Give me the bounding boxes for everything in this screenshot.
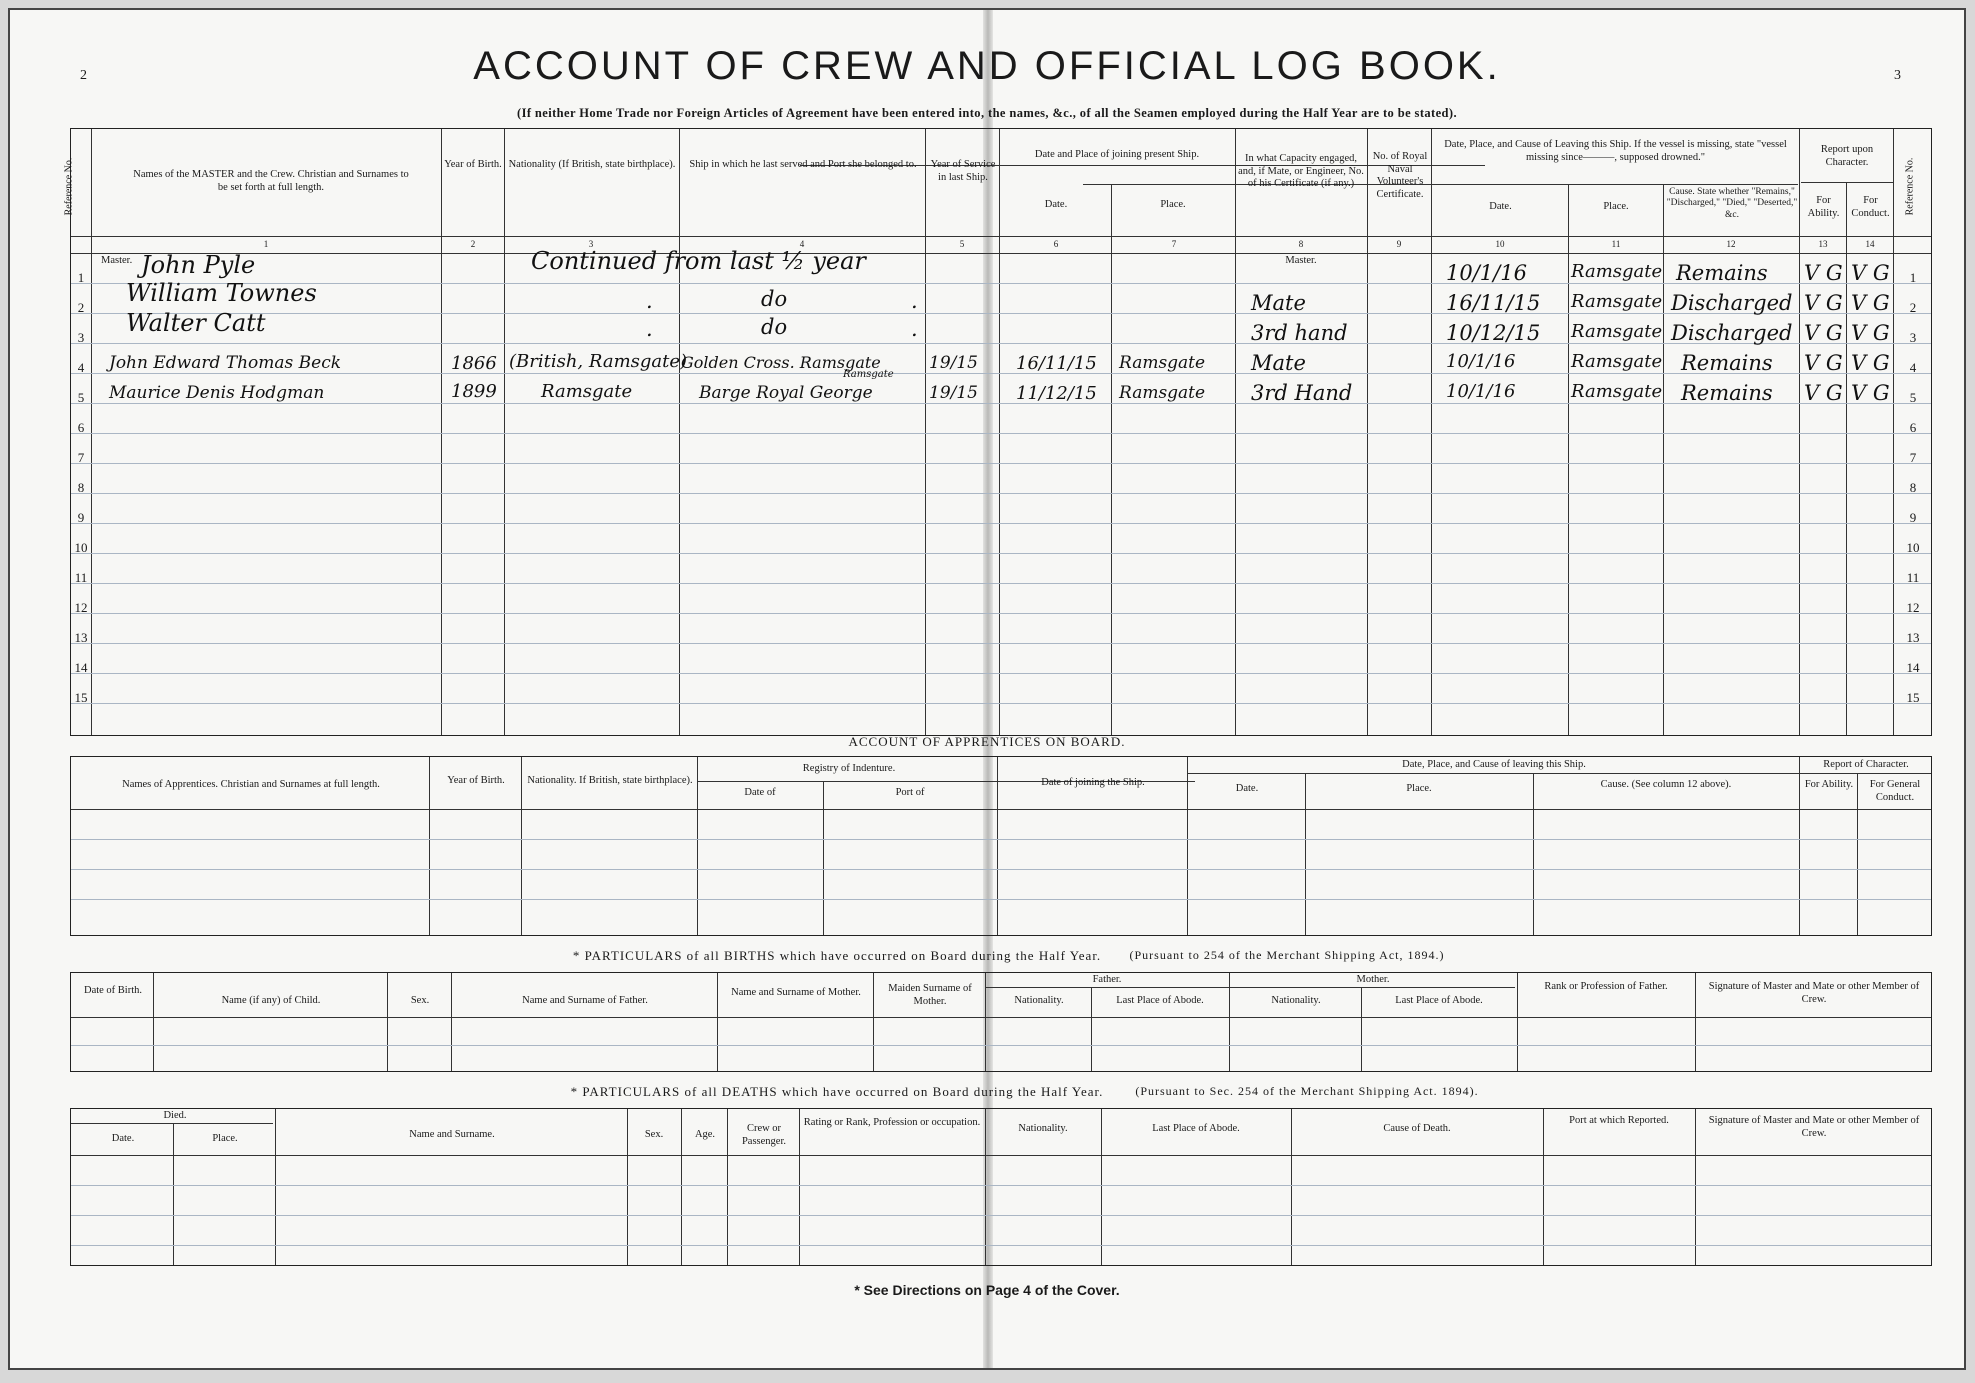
ref-no-header-left: Reference No. bbox=[63, 157, 75, 216]
joining-header: Date and Place of joining present Ship. bbox=[1034, 149, 1200, 160]
crew-table bbox=[63, 128, 1932, 736]
row-number: 7 bbox=[77, 450, 85, 465]
leave-cause: Discharged bbox=[1671, 291, 1793, 315]
capacity: 3rd Hand bbox=[1251, 381, 1353, 405]
page-subtitle: (If neither Home Trade nor Foreign Articles of Agreement have been entered into, the names, &c., of all the Seamen employed during the Half Year are to be stated). bbox=[517, 106, 1457, 120]
row-number: 6 bbox=[77, 420, 85, 435]
leave-cause: Discharged bbox=[1671, 321, 1793, 345]
conduct-rating: V G bbox=[1851, 351, 1890, 375]
conduct-rating: V G bbox=[1851, 291, 1890, 315]
master-label: Master. bbox=[101, 255, 133, 266]
father-nationality-header: Nationality. bbox=[1014, 995, 1064, 1006]
died-header: Died. bbox=[163, 1110, 187, 1121]
ability-rating: V G bbox=[1804, 261, 1843, 285]
footer-note: * See Directions on Page 4 of the Cover. bbox=[854, 1282, 1120, 1298]
leave-date: 10/1/16 bbox=[1446, 381, 1516, 402]
ability-rating: V G bbox=[1804, 351, 1843, 375]
apprentice-place-header: Place. bbox=[1406, 783, 1432, 794]
crew-name: William Townes bbox=[126, 279, 317, 307]
leave-date: 16/11/15 bbox=[1446, 291, 1541, 315]
last-ship: Barge Royal George bbox=[699, 383, 873, 403]
capacity: Mate bbox=[1251, 351, 1306, 375]
join-place-header: Place. bbox=[1160, 199, 1186, 210]
death-cause-header: Cause of Death. bbox=[1383, 1123, 1451, 1134]
col-num: 11 bbox=[1611, 239, 1621, 249]
row-number: 5 bbox=[77, 390, 85, 405]
father-group-header: Father. bbox=[1092, 974, 1122, 985]
row-number: 9 bbox=[77, 510, 85, 525]
registry-port-header: Port of bbox=[895, 787, 925, 798]
last-ship: Golden Cross. Ramsgate bbox=[681, 353, 881, 372]
maiden-name-header: Maiden Surname of Mother. bbox=[888, 983, 972, 1007]
leave-place: Ramsgate bbox=[1571, 291, 1663, 312]
apprentice-year-header: Year of Birth. bbox=[447, 775, 505, 786]
capacity-master-label: Master. bbox=[1285, 255, 1317, 266]
crew-name: Maurice Denis Hodgman bbox=[109, 383, 325, 403]
mother-nationality-header: Nationality. bbox=[1271, 995, 1321, 1006]
births-pursuant: (Pursuant to 254 of the Merchant Shipping Act, 1894.) bbox=[1129, 948, 1445, 962]
ability-rating: V G bbox=[1804, 381, 1843, 405]
death-place-header: Place. bbox=[212, 1133, 238, 1144]
ability-rating: V G bbox=[1804, 321, 1843, 345]
apprentice-date-header: Date. bbox=[1235, 783, 1259, 794]
apprentice-ability-header: For Ability. bbox=[1804, 779, 1854, 790]
father-abode-header: Last Place of Abode. bbox=[1116, 995, 1204, 1006]
leave-cause: Remains bbox=[1681, 381, 1773, 405]
death-nationality-header: Nationality. bbox=[1018, 1123, 1068, 1134]
leave-date: 10/1/16 bbox=[1446, 351, 1516, 372]
ditto-mark: . bbox=[911, 289, 918, 313]
join-date-header: Date. bbox=[1044, 199, 1068, 210]
page-title: ACCOUNT OF CREW AND OFFICIAL LOG BOOK. bbox=[473, 44, 1501, 88]
row-number: 3 bbox=[1909, 330, 1917, 345]
ref-no-header-right: Reference No. bbox=[1904, 157, 1916, 216]
apprentices-title: ACCOUNT OF APPRENTICES ON BOARD. bbox=[848, 734, 1126, 749]
nationality: (British, Ramsgate) bbox=[509, 351, 688, 372]
row-number: 15 bbox=[1906, 690, 1920, 705]
apprentice-cause-header: Cause. (See column 12 above). bbox=[1600, 779, 1732, 790]
death-date-header: Date. bbox=[111, 1133, 135, 1144]
apprentices-table bbox=[70, 756, 1932, 936]
nationality-header: Nationality (If British, state birthplace). bbox=[508, 159, 676, 170]
leaving-header: Date, Place, and Cause of Leaving this Ship. If the vessel is missing, state "vessel missing since———, supposed drowned." bbox=[1444, 139, 1787, 163]
row-number: 14 bbox=[1906, 660, 1920, 675]
conduct-rating: V G bbox=[1851, 261, 1890, 285]
conduct-header: For Conduct. bbox=[1851, 195, 1890, 219]
capacity-header: In what Capacity engaged, and, if Mate, or Engineer, No. of his Certificate (if any.) bbox=[1238, 153, 1364, 190]
mother-group-header: Mother. bbox=[1356, 974, 1390, 985]
col-num: 3 bbox=[588, 239, 594, 249]
col-num: 4 bbox=[799, 239, 805, 249]
leave-place: Ramsgate bbox=[1571, 261, 1663, 282]
row-number: 1 bbox=[1909, 270, 1917, 285]
rnv-header: No. of Royal Naval Volunteer's Certificate. bbox=[1372, 151, 1428, 200]
col-num: 5 bbox=[959, 239, 965, 249]
births-table bbox=[70, 972, 1932, 1072]
birth-year: 1899 bbox=[451, 381, 497, 402]
row-number: 9 bbox=[1909, 510, 1917, 525]
ditto-mark: . bbox=[646, 317, 653, 341]
leave-date: 10/1/16 bbox=[1446, 261, 1527, 285]
conduct-rating: V G bbox=[1851, 381, 1890, 405]
row-number: 4 bbox=[1909, 360, 1917, 375]
leave-place: Ramsgate bbox=[1571, 381, 1663, 402]
col-num: 1 bbox=[263, 239, 269, 249]
mother-name-header: Name and Surname of Mother. bbox=[731, 987, 861, 998]
leave-cause: Remains bbox=[1676, 261, 1768, 285]
crew-name: John Edward Thomas Beck bbox=[109, 353, 342, 373]
col-num: 2 bbox=[470, 239, 476, 249]
deaths-pursuant: (Pursuant to Sec. 254 of the Merchant Shipping Act. 1894). bbox=[1135, 1084, 1479, 1098]
join-place: Ramsgate bbox=[1119, 383, 1206, 403]
father-name-header: Name and Surname of Father. bbox=[522, 995, 648, 1006]
row-number: 11 bbox=[1906, 570, 1920, 585]
join-date: 16/11/15 bbox=[1016, 353, 1097, 374]
left-page-number: 2 bbox=[80, 68, 87, 83]
report-header: Report upon Character. bbox=[1820, 144, 1874, 168]
row-number: 13 bbox=[1906, 630, 1920, 645]
col-num: 8 bbox=[1298, 239, 1304, 249]
row-number: 4 bbox=[77, 360, 85, 375]
deaths-title: * PARTICULARS of all DEATHS which have occurred on Board during the Half Year. bbox=[570, 1084, 1104, 1099]
col-num: 6 bbox=[1053, 239, 1059, 249]
apprentice-names-header: Names of Apprentices. Christian and Surnames at full length. bbox=[122, 779, 380, 790]
ditto: do bbox=[761, 287, 788, 311]
birth-sex-header: Sex. bbox=[410, 995, 430, 1006]
row-number: 10 bbox=[74, 540, 88, 555]
row-number: 6 bbox=[1909, 420, 1917, 435]
apprentice-leaving-header: Date, Place, and Cause of leaving this Ship. bbox=[1402, 759, 1586, 770]
row-number: 3 bbox=[77, 330, 85, 345]
leave-date-header: Date. bbox=[1489, 201, 1512, 212]
crew-name: Walter Catt bbox=[126, 309, 266, 337]
row-number: 8 bbox=[77, 480, 85, 495]
leave-place-header: Place. bbox=[1603, 201, 1629, 212]
col-num: 9 bbox=[1396, 239, 1402, 249]
col-num: 12 bbox=[1726, 239, 1736, 249]
apprentice-nationality-header: Nationality. If British, state birthplace). bbox=[527, 775, 693, 786]
row-number: 12 bbox=[74, 600, 88, 615]
row-number: 7 bbox=[1909, 450, 1917, 465]
capacity: Mate bbox=[1251, 291, 1306, 315]
leave-date: 10/12/15 bbox=[1446, 321, 1541, 345]
row-number: 14 bbox=[74, 660, 88, 675]
death-signature-header: Signature of Master and Mate or other Member of Crew. bbox=[1708, 1115, 1920, 1139]
row-number: 13 bbox=[74, 630, 88, 645]
port-reported-header: Port at which Reported. bbox=[1569, 1115, 1669, 1126]
deaths-table bbox=[70, 1108, 1932, 1266]
col-num: 14 bbox=[1865, 239, 1875, 249]
registry-header: Registry of Indenture. bbox=[802, 763, 896, 774]
ditto-mark: . bbox=[911, 317, 918, 341]
last-ship-port: Ramsgate bbox=[843, 369, 894, 380]
father-rank-header: Rank or Profession of Father. bbox=[1544, 981, 1668, 992]
apprentice-conduct-header: For General Conduct. bbox=[1869, 779, 1921, 803]
ability-rating: V G bbox=[1804, 291, 1843, 315]
row-number: 1 bbox=[77, 270, 85, 285]
log-book-spread bbox=[8, 8, 1966, 1370]
continued-note: Continued from last ½ year bbox=[531, 247, 866, 275]
birth-date-header: Date of Birth. bbox=[83, 985, 143, 996]
right-page-number: 3 bbox=[1894, 68, 1901, 83]
cause-header: Cause. State whether "Remains," "Discharged," "Died," "Deserted," &c. bbox=[1666, 187, 1798, 220]
names-header: Names of the MASTER and the Crew. Christian and Surnames to be set forth at full length. bbox=[133, 169, 409, 193]
rating-header: Rating or Rank, Profession or occupation. bbox=[803, 1117, 981, 1128]
death-abode-header: Last Place of Abode. bbox=[1152, 1123, 1240, 1134]
row-number: 2 bbox=[77, 300, 85, 315]
mother-abode-header: Last Place of Abode. bbox=[1395, 995, 1483, 1006]
registry-date-header: Date of bbox=[744, 787, 776, 798]
service-year: 19/15 bbox=[929, 383, 978, 403]
leave-place: Ramsgate bbox=[1571, 351, 1663, 372]
apprentice-report-header: Report of Character. bbox=[1823, 759, 1909, 770]
leave-cause: Remains bbox=[1681, 351, 1773, 375]
year-header: Year of Birth. bbox=[444, 159, 502, 170]
row-number: 2 bbox=[1909, 300, 1917, 315]
col-num: 7 bbox=[1171, 239, 1177, 249]
birth-year: 1866 bbox=[451, 353, 497, 374]
ship-header: Ship in which he last served and Port she belonged to. bbox=[689, 159, 917, 170]
deceased-name-header: Name and Surname. bbox=[409, 1129, 495, 1140]
col-num: 10 bbox=[1495, 239, 1505, 249]
row-number: 12 bbox=[1906, 600, 1920, 615]
join-place: Ramsgate bbox=[1119, 353, 1206, 373]
conduct-rating: V G bbox=[1851, 321, 1890, 345]
death-age-header: Age. bbox=[694, 1129, 716, 1140]
crew-or-passenger-header: Crew or Passenger. bbox=[741, 1123, 787, 1147]
row-number: 11 bbox=[74, 570, 88, 585]
birth-signature-header: Signature of Master and Mate or other Member of Crew. bbox=[1708, 981, 1920, 1005]
service-year: 19/15 bbox=[929, 353, 978, 373]
ditto: do bbox=[761, 315, 788, 339]
child-name-header: Name (if any) of Child. bbox=[221, 995, 321, 1006]
row-number: 15 bbox=[74, 690, 88, 705]
death-sex-header: Sex. bbox=[644, 1129, 664, 1140]
ability-header: For Ability. bbox=[1807, 195, 1840, 219]
ditto-mark: . bbox=[646, 289, 653, 313]
leave-place: Ramsgate bbox=[1571, 321, 1663, 342]
service-header: Year of Service in last Ship. bbox=[930, 159, 996, 183]
births-title: * PARTICULARS of all BIRTHS which have occurred on Board during the Half Year. bbox=[572, 948, 1102, 963]
row-number: 8 bbox=[1909, 480, 1917, 495]
col-num: 13 bbox=[1818, 239, 1828, 249]
apprentice-joining-header: Date of joining the Ship. bbox=[1041, 777, 1145, 788]
row-number: 10 bbox=[1906, 540, 1920, 555]
capacity: 3rd hand bbox=[1251, 321, 1348, 345]
join-date: 11/12/15 bbox=[1016, 383, 1097, 404]
nationality: Ramsgate bbox=[541, 381, 633, 402]
row-number: 5 bbox=[1909, 390, 1917, 405]
crew-name: John Pyle bbox=[141, 251, 256, 279]
